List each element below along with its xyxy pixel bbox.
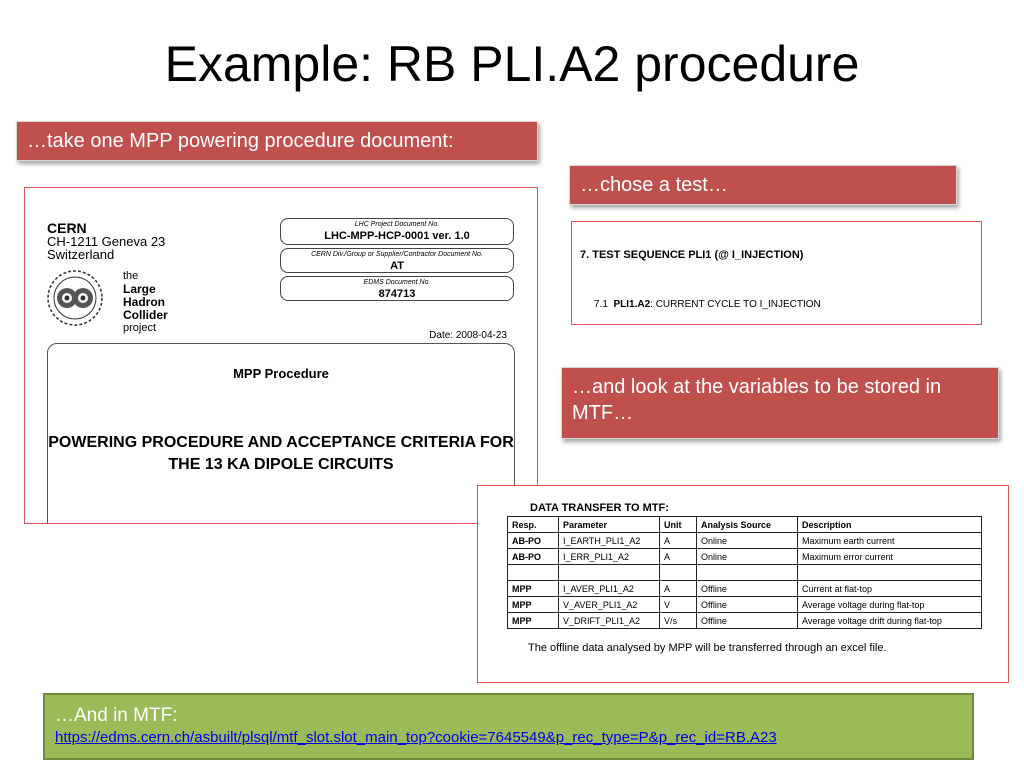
table-cell — [508, 565, 559, 581]
mtf-label: …And in MTF: — [55, 705, 178, 726]
column-header: Parameter — [559, 517, 660, 533]
test-sequence-item — [594, 299, 821, 310]
table-cell: MPP — [508, 581, 559, 597]
data-transfer-excerpt — [477, 485, 1009, 683]
table-header-row — [508, 517, 982, 533]
table-row — [508, 613, 982, 629]
table-cell: I_ERR_PLI1_A2 — [559, 549, 660, 565]
test-sequence-heading: 7. TEST SEQUENCE PLI1 (@ I_INJECTION) — [580, 249, 804, 261]
edms-caption: EDMS Document No. — [363, 279, 431, 286]
lhc-logo-text — [123, 270, 168, 335]
table-cell — [660, 565, 697, 581]
division-document-box — [280, 248, 514, 273]
document-date: Date: 2008-04-23 — [429, 330, 507, 341]
slide-title: Example: RB PLI.A2 procedure — [164, 36, 860, 92]
table-cell: A — [660, 549, 697, 565]
procedure-title-panel — [47, 343, 515, 524]
project-document-number-box — [280, 218, 514, 245]
table-cell — [798, 565, 982, 581]
table-row — [508, 533, 982, 549]
lhc-logo-icon — [45, 268, 125, 328]
column-header: Description — [798, 517, 982, 533]
logo-word-project: project — [123, 322, 157, 334]
table-cell: A — [660, 581, 697, 597]
table-cell: AB-PO — [508, 533, 559, 549]
column-header: Unit — [660, 517, 697, 533]
cern-address-line-2: Switzerland — [47, 247, 115, 262]
table-cell: Average voltage drift during flat-top — [798, 613, 982, 629]
table-cell: AB-PO — [508, 549, 559, 565]
cern-name: CERN — [47, 220, 87, 236]
mtf-link-box — [43, 693, 974, 760]
data-transfer-note: The offline data analysed by MPP will be transferred through an excel file. — [528, 642, 887, 654]
table-cell: Offline — [697, 613, 798, 629]
table-cell: V_DRIFT_PLI1_A2 — [559, 613, 660, 629]
table-cell: MPP — [508, 613, 559, 629]
table-cell: Current at flat-top — [798, 581, 982, 597]
table-row — [508, 597, 982, 613]
data-transfer-table — [507, 516, 982, 629]
table-cell: Maximum earth current — [798, 533, 982, 549]
callout-choose-test: …chose a test… — [569, 165, 957, 205]
callout-look-variables: …and look at the variables to be stored in MTF… — [561, 367, 999, 439]
logo-word-collider: Collider — [123, 308, 168, 322]
table-cell: V/s — [660, 613, 697, 629]
column-header: Resp. — [508, 517, 559, 533]
logo-word-the: the — [123, 270, 139, 282]
test-item-number: 7.1 — [594, 299, 608, 310]
logo-word-hadron: Hadron — [123, 295, 165, 309]
table-cell: I_AVER_PLI1_A2 — [559, 581, 660, 597]
division-value: AT — [390, 260, 404, 272]
table-row — [508, 549, 982, 565]
mtf-link[interactable]: https://edms.cern.ch/asbuilt/plsql/mtf_slot.slot_main_top?cookie=7645549&p_rec_type=P&p_rec_id=RB.A23 — [55, 729, 777, 746]
table-cell: Online — [697, 533, 798, 549]
table-cell — [697, 565, 798, 581]
test-item-code: PLI1.A2 — [613, 299, 651, 310]
table-cell — [559, 565, 660, 581]
procedure-title: POWERING PROCEDURE AND ACCEPTANCE CRITERIA FOR THE 13 KA DIPOLE CIRCUITS — [48, 434, 514, 473]
cern-address-line-1: CH-1211 Geneva 23 — [47, 234, 166, 249]
test-item-text: : CURRENT CYCLE TO I_INJECTION — [650, 299, 821, 310]
column-header: Analysis Source — [697, 517, 798, 533]
table-cell: Offline — [697, 581, 798, 597]
test-sequence-excerpt — [571, 221, 982, 325]
division-caption: CERN Div./Group or Supplier/Contractor Document No. — [311, 251, 483, 258]
procedure-label: MPP Procedure — [233, 366, 329, 381]
table-cell: I_EARTH_PLI1_A2 — [559, 533, 660, 549]
table-cell: MPP — [508, 597, 559, 613]
project-document-caption: LHC Project Document No. — [354, 221, 440, 228]
table-cell: Offline — [697, 597, 798, 613]
edms-document-box — [280, 276, 514, 301]
table-cell: Maximum error current — [798, 549, 982, 565]
table-row — [508, 565, 982, 581]
callout-take-document: …take one MPP powering procedure document: — [16, 121, 538, 161]
table-cell: A — [660, 533, 697, 549]
table-cell: Online — [697, 549, 798, 565]
edms-value: 874713 — [378, 288, 416, 300]
logo-word-large: Large — [123, 282, 156, 296]
project-document-number: LHC-MPP-HCP-0001 ver. 1.0 — [324, 230, 470, 242]
procedure-document-excerpt — [24, 187, 538, 524]
table-cell: Average voltage during flat-top — [798, 597, 982, 613]
table-row — [508, 581, 982, 597]
table-cell: V_AVER_PLI1_A2 — [559, 597, 660, 613]
table-cell: V — [660, 597, 697, 613]
data-transfer-heading: DATA TRANSFER TO MTF: — [530, 502, 669, 514]
